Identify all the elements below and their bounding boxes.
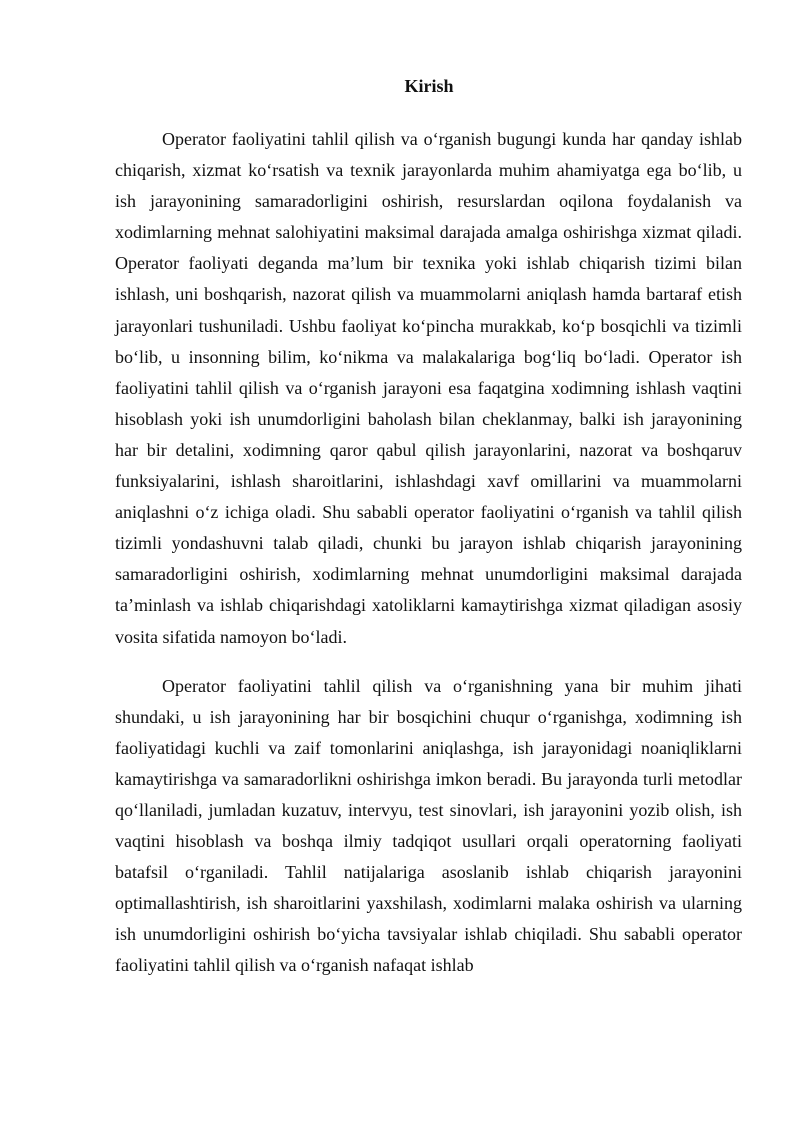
document-body (115, 124, 742, 982)
paragraph-2: Operator faoliyatini tahlil qilish va o‘rganishning yana bir muhim jihati shundaki, u ish jarayonining har bir bosqichini chuqur o‘rganishga, xodimning ish faoliyatidagi kuchli va zaif tomonlarini aniqlashga, ish jarayonidagi noaniqliklarni kamaytirishga va samaradorlikni oshirishga imkon beradi. Bu jarayonda turli metodlar qo‘llaniladi, jumladan kuzatuv, intervyu, test sinovlari, ish jarayonini yozib olish, ish vaqtini hisoblash va boshqa ilmiy tadqiqot usullari orqali operatorning faoliyati batafsil o‘rganiladi. Tahlil natijalariga asoslanib ishlab chiqarish jarayonini optimallashtirish, ish sharoitlarini yaxshilash, xodimlarni malaka oshirish va ularning ish unumdorligini oshirish bo‘yicha tavsiyalar ishlab chiqiladi. Shu sababli operator faoliyatini tahlil qilish va o‘rganish nafaqat ishlab (115, 675, 742, 976)
page-title: Kirish (404, 76, 454, 96)
paragraph-1: Operator faoliyatini tahlil qilish va o‘rganish bugungi kunda har qanday ishlab chiqarish, xizmat ko‘rsatish va texnik jarayonlarda muhim ahamiyatga ega bo‘lib, u ish jarayonining samaradorligini oshirish, resurslardan oqilona foydalanish va xodimlarning mehnat salohiyatini maksimal darajada amalga oshirishga xizmat qiladi. Operator faoliyati deganda ma’lum bir texnika yoki ishlab chiqarish tizimi bilan ishlash, uni boshqarish, nazorat qilish va muammolarni aniqlash hamda bartaraf etish jarayonlari tushuniladi. Ushbu faoliyat ko‘pincha murakkab, ko‘p bosqichli va tizimli bo‘lib, u insonning bilim, ko‘nikma va malakalariga bog‘liq bo‘ladi. Operator ish faoliyatini tahlil qilish va o‘rganish jarayoni esa faqatgina xodimning ishlash vaqtini hisoblash yoki ish unumdorligini baholash bilan cheklanmay, balki ish jarayonining har bir detalini, xodimning qaror qabul qilish jarayonlarini, nazorat va boshqaruv funksiyalarini, ishlash sharoitlarini, ishlashdagi xavf omillarini va muammolarni aniqlashni o‘z ichiga oladi. Shu sababli operator faoliyatini o‘rganish va tahlil qilish tizimli yondashuvni talab qiladi, chunki bu jarayon ishlab chiqarish jarayonining samaradorligini oshirish, xodimlarning mehnat unumdorligini maksimal darajada ta’minlash va ishlab chiqarishdagi xatoliklarni kamaytirishga xizmat qiladigan asosiy vosita sifatida namoyon bo‘ladi. (115, 129, 742, 647)
